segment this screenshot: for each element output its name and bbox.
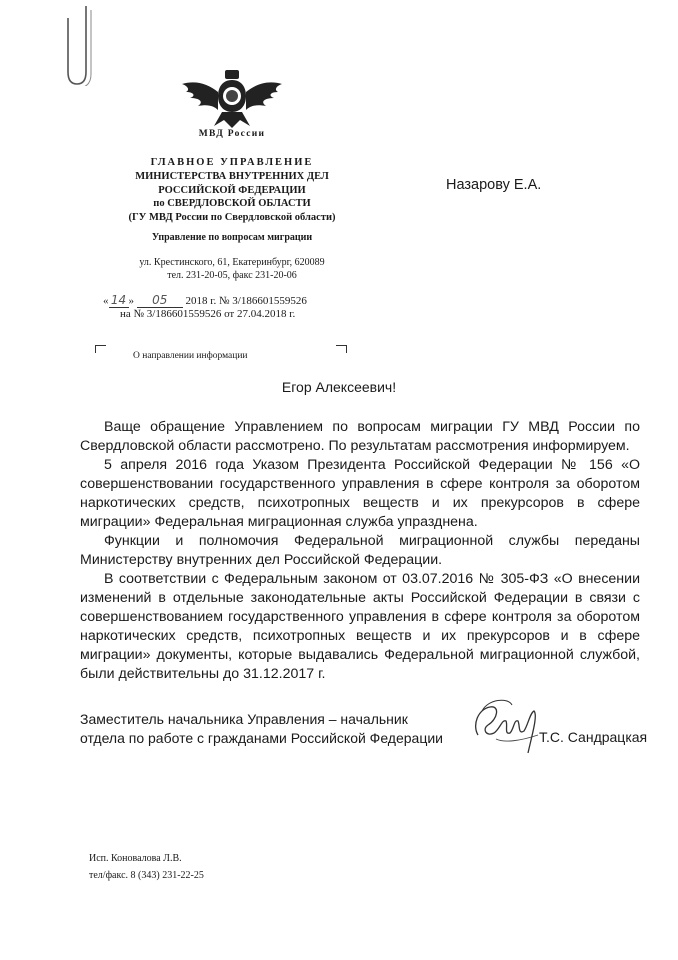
org-line-2: МИНИСТЕРСТВА ВНУТРЕННИХ ДЕЛ: [135, 170, 329, 182]
body-paragraph: Функции и полномочия Федеральной миграционной службы переданы Министерству внутренних дел Российской Федерации.: [80, 533, 640, 568]
org-line-1: ГЛАВНОЕ УПРАВЛЕНИЕ: [150, 157, 314, 168]
org-line-5: (ГУ МВД России по Свердловской области): [128, 212, 336, 224]
date-day-handwritten: 14: [109, 293, 129, 308]
body-paragraph: Ваще обращение Управлением по вопросам миграции ГУ МВД России по Свердловской области рассмотрено. По результатам рассмотрения информируем.: [80, 419, 640, 454]
subject-text: О направлении информации: [133, 351, 248, 361]
addressee: Назарову Е.А.: [446, 177, 542, 193]
body-paragraph: 5 апреля 2016 года Указом Президента Российской Федерации № 156 «О совершенствовании государственного управления в сфере контроля за оборотом наркотических средств, психотропных веществ и их прекурсоров в сфере миграции» Федеральная миграционная служба упразднена.: [80, 457, 640, 530]
handwritten-signature-icon: [468, 695, 544, 757]
paper-clip-icon: [60, 4, 104, 86]
subject-left-corner: [95, 345, 106, 353]
address-line: ул. Крестинского, 61, Екатеринбург, 620089: [139, 257, 325, 268]
executor-block: [89, 850, 204, 884]
body-paragraph: В соответствии с Федеральным законом от 03.07.2016 № 305-ФЗ «О внесении изменений в отдельные законодательные акты Российской Федерации в связи с совершенствованием государственного управления в сфере контроля за оборотом наркотических средств, психотропных веществ и их прекурсоров и в сфере миграции» документы, которые выдавались Федеральной миграционной службой, были действительны до 31.12.2017 г.: [80, 571, 640, 682]
letter-body: [80, 418, 640, 684]
phone-line: тел. 231-20-05, факс 231-20-06: [167, 270, 297, 281]
emblem-caption: МВД России: [198, 129, 266, 139]
subject-right-corner: [336, 345, 347, 353]
mvd-emblem-icon: [178, 66, 286, 130]
date-month-handwritten: 05: [137, 293, 183, 308]
greeting: Егор Алексеевич!: [281, 379, 397, 395]
reference-line: на № 3/186601559526 от 27.04.2018 г.: [120, 308, 296, 320]
signer-name: Т.С. Сандрацкая: [539, 729, 648, 745]
organization-header: [83, 156, 381, 225]
executor-phone: тел/факс. 8 (343) 231-22-25: [89, 870, 204, 881]
date-rest: 2018 г. № 3/186601559526: [185, 295, 307, 307]
department-name: Управление по вопросам миграции: [151, 232, 313, 243]
signer-position: [80, 710, 443, 747]
subject-block: [95, 345, 347, 361]
org-line-4: по СВЕРДЛОВСКОЙ ОБЛАСТИ: [153, 198, 311, 210]
org-line-3: РОССИЙСКОЙ ФЕДЕРАЦИИ: [158, 184, 306, 196]
executor-name: Исп. Коновалова Л.В.: [89, 853, 182, 864]
signer-position-line-2: отдела по работе с гражданами Российской Федерации: [80, 729, 443, 746]
outgoing-number-line: « 14 » 05 2018 г. № 3/186601559526: [103, 293, 307, 307]
signer-position-line-1: Заместитель начальника Управления – начальник: [80, 711, 408, 727]
